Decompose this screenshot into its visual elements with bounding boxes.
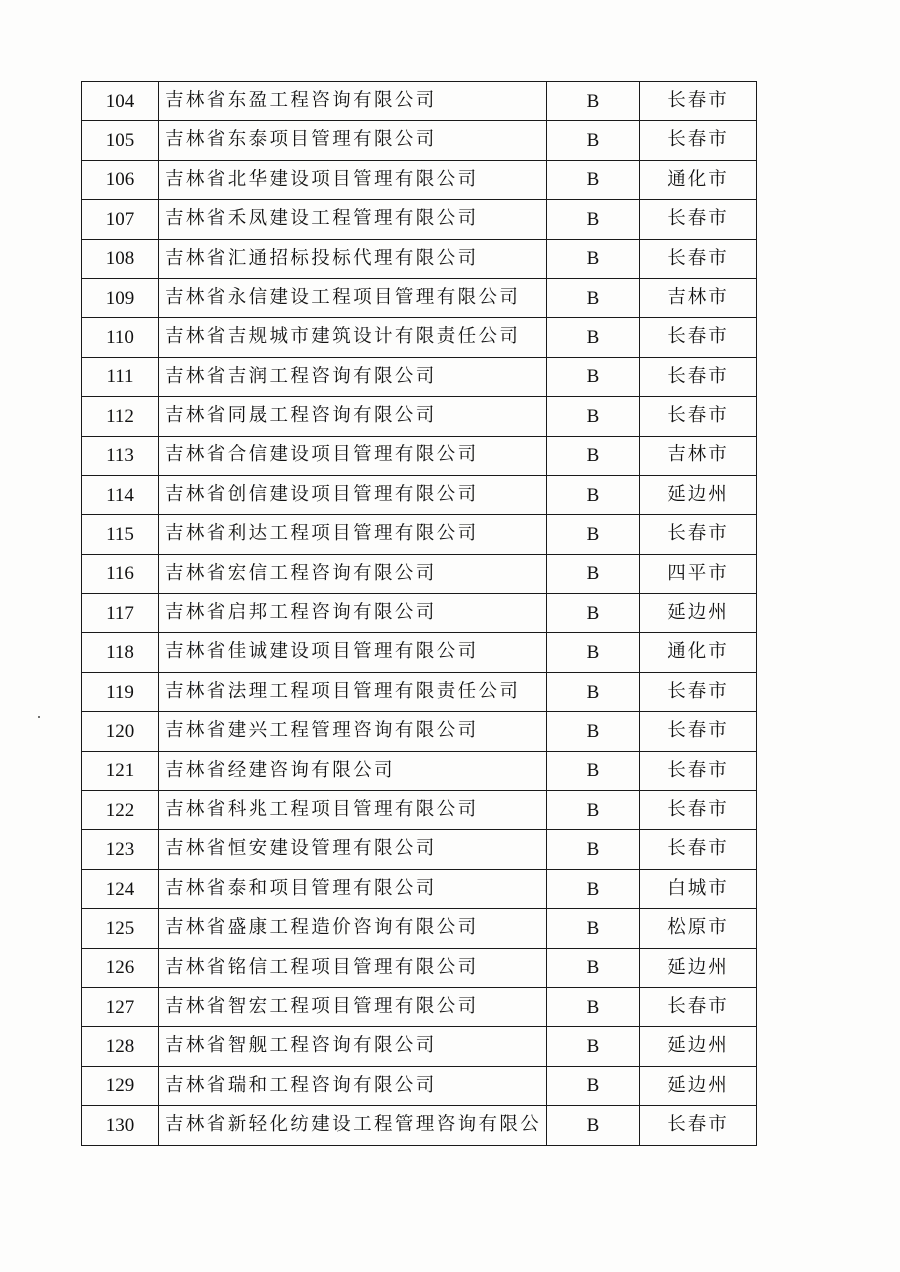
company-name: 吉林省恒安建设管理有限公司 bbox=[159, 830, 547, 869]
company-name: 吉林省科兆工程项目管理有限公司 bbox=[159, 791, 547, 830]
company-grade-table bbox=[81, 81, 757, 1146]
city-name: 长春市 bbox=[640, 121, 757, 160]
city-name: 长春市 bbox=[640, 357, 757, 396]
company-name: 吉林省利达工程项目管理有限公司 bbox=[159, 515, 547, 554]
table-row bbox=[82, 357, 757, 396]
company-name: 吉林省北华建设项目管理有限公司 bbox=[159, 160, 547, 199]
city-name: 长春市 bbox=[640, 200, 757, 239]
row-number: 105 bbox=[82, 121, 159, 160]
table-row bbox=[82, 82, 757, 121]
company-name: 吉林省禾凤建设工程管理有限公司 bbox=[159, 200, 547, 239]
row-number: 128 bbox=[82, 1027, 159, 1066]
row-number: 122 bbox=[82, 791, 159, 830]
city-name: 长春市 bbox=[640, 830, 757, 869]
table-row bbox=[82, 318, 757, 357]
city-name: 延边州 bbox=[640, 1027, 757, 1066]
grade-level: B bbox=[547, 948, 640, 987]
city-name: 延边州 bbox=[640, 594, 757, 633]
company-name: 吉林省佳诚建设项目管理有限公司 bbox=[159, 633, 547, 672]
table-row bbox=[82, 515, 757, 554]
company-name: 吉林省新轻化纺建设工程管理咨询有限公 bbox=[159, 1106, 547, 1145]
grade-level: B bbox=[547, 239, 640, 278]
company-name: 吉林省东泰项目管理有限公司 bbox=[159, 121, 547, 160]
company-name: 吉林省建兴工程管理咨询有限公司 bbox=[159, 712, 547, 751]
table-row bbox=[82, 712, 757, 751]
company-name: 吉林省永信建设工程项目管理有限公司 bbox=[159, 278, 547, 317]
table-row bbox=[82, 633, 757, 672]
row-number: 116 bbox=[82, 554, 159, 593]
row-number: 120 bbox=[82, 712, 159, 751]
city-name: 四平市 bbox=[640, 554, 757, 593]
table-row bbox=[82, 830, 757, 869]
grade-level: B bbox=[547, 357, 640, 396]
company-name: 吉林省泰和项目管理有限公司 bbox=[159, 869, 547, 908]
row-number: 130 bbox=[82, 1106, 159, 1145]
city-name: 吉林市 bbox=[640, 278, 757, 317]
table-row bbox=[82, 751, 757, 790]
company-name: 吉林省吉润工程咨询有限公司 bbox=[159, 357, 547, 396]
grade-level: B bbox=[547, 869, 640, 908]
city-name: 长春市 bbox=[640, 712, 757, 751]
city-name: 长春市 bbox=[640, 82, 757, 121]
grade-level: B bbox=[547, 121, 640, 160]
city-name: 延边州 bbox=[640, 948, 757, 987]
city-name: 长春市 bbox=[640, 987, 757, 1026]
grade-level: B bbox=[547, 397, 640, 436]
grade-level: B bbox=[547, 672, 640, 711]
table-row bbox=[82, 554, 757, 593]
row-number: 117 bbox=[82, 594, 159, 633]
grade-level: B bbox=[547, 1066, 640, 1105]
row-number: 111 bbox=[82, 357, 159, 396]
grade-level: B bbox=[547, 82, 640, 121]
grade-level: B bbox=[547, 909, 640, 948]
grade-level: B bbox=[547, 1027, 640, 1066]
table-row bbox=[82, 475, 757, 514]
table-row bbox=[82, 594, 757, 633]
row-number: 118 bbox=[82, 633, 159, 672]
table-row bbox=[82, 791, 757, 830]
grade-level: B bbox=[547, 633, 640, 672]
company-name: 吉林省同晟工程咨询有限公司 bbox=[159, 397, 547, 436]
row-number: 125 bbox=[82, 909, 159, 948]
row-number: 114 bbox=[82, 475, 159, 514]
grade-level: B bbox=[547, 712, 640, 751]
company-name: 吉林省创信建设项目管理有限公司 bbox=[159, 475, 547, 514]
row-number: 109 bbox=[82, 278, 159, 317]
city-name: 长春市 bbox=[640, 791, 757, 830]
grade-level: B bbox=[547, 554, 640, 593]
city-name: 长春市 bbox=[640, 515, 757, 554]
grade-level: B bbox=[547, 751, 640, 790]
company-name: 吉林省宏信工程咨询有限公司 bbox=[159, 554, 547, 593]
row-number: 127 bbox=[82, 987, 159, 1026]
city-name: 吉林市 bbox=[640, 436, 757, 475]
grade-level: B bbox=[547, 318, 640, 357]
city-name: 松原市 bbox=[640, 909, 757, 948]
grade-level: B bbox=[547, 160, 640, 199]
grade-level: B bbox=[547, 515, 640, 554]
company-name: 吉林省汇通招标投标代理有限公司 bbox=[159, 239, 547, 278]
row-number: 126 bbox=[82, 948, 159, 987]
grade-level: B bbox=[547, 594, 640, 633]
row-number: 121 bbox=[82, 751, 159, 790]
company-name: 吉林省智宏工程项目管理有限公司 bbox=[159, 987, 547, 1026]
table-row bbox=[82, 1066, 757, 1105]
city-name: 延边州 bbox=[640, 1066, 757, 1105]
table-row bbox=[82, 436, 757, 475]
table-row bbox=[82, 948, 757, 987]
city-name: 延边州 bbox=[640, 475, 757, 514]
table-row bbox=[82, 239, 757, 278]
table-row bbox=[82, 987, 757, 1026]
row-number: 115 bbox=[82, 515, 159, 554]
city-name: 通化市 bbox=[640, 160, 757, 199]
company-name: 吉林省智舰工程咨询有限公司 bbox=[159, 1027, 547, 1066]
row-number: 113 bbox=[82, 436, 159, 475]
city-name: 通化市 bbox=[640, 633, 757, 672]
row-number: 108 bbox=[82, 239, 159, 278]
row-number: 123 bbox=[82, 830, 159, 869]
grade-level: B bbox=[547, 1106, 640, 1145]
grade-level: B bbox=[547, 475, 640, 514]
table-row bbox=[82, 278, 757, 317]
row-number: 110 bbox=[82, 318, 159, 357]
city-name: 白城市 bbox=[640, 869, 757, 908]
scan-speck bbox=[38, 716, 40, 718]
grade-level: B bbox=[547, 791, 640, 830]
row-number: 124 bbox=[82, 869, 159, 908]
city-name: 长春市 bbox=[640, 239, 757, 278]
grade-level: B bbox=[547, 200, 640, 239]
table-row bbox=[82, 397, 757, 436]
row-number: 106 bbox=[82, 160, 159, 199]
company-name: 吉林省经建咨询有限公司 bbox=[159, 751, 547, 790]
city-name: 长春市 bbox=[640, 318, 757, 357]
company-name: 吉林省铭信工程项目管理有限公司 bbox=[159, 948, 547, 987]
row-number: 104 bbox=[82, 82, 159, 121]
table-row bbox=[82, 200, 757, 239]
table-row bbox=[82, 672, 757, 711]
company-name: 吉林省合信建设项目管理有限公司 bbox=[159, 436, 547, 475]
city-name: 长春市 bbox=[640, 397, 757, 436]
row-number: 112 bbox=[82, 397, 159, 436]
row-number: 119 bbox=[82, 672, 159, 711]
grade-level: B bbox=[547, 436, 640, 475]
company-name: 吉林省启邦工程咨询有限公司 bbox=[159, 594, 547, 633]
row-number: 107 bbox=[82, 200, 159, 239]
table-row bbox=[82, 121, 757, 160]
city-name: 长春市 bbox=[640, 672, 757, 711]
table-row bbox=[82, 909, 757, 948]
row-number: 129 bbox=[82, 1066, 159, 1105]
company-name: 吉林省盛康工程造价咨询有限公司 bbox=[159, 909, 547, 948]
city-name: 长春市 bbox=[640, 751, 757, 790]
grade-level: B bbox=[547, 830, 640, 869]
table-row bbox=[82, 1027, 757, 1066]
grade-level: B bbox=[547, 278, 640, 317]
company-name: 吉林省瑞和工程咨询有限公司 bbox=[159, 1066, 547, 1105]
table-row bbox=[82, 1106, 757, 1145]
company-name: 吉林省法理工程项目管理有限责任公司 bbox=[159, 672, 547, 711]
company-name: 吉林省吉规城市建筑设计有限责任公司 bbox=[159, 318, 547, 357]
table-row bbox=[82, 869, 757, 908]
city-name: 长春市 bbox=[640, 1106, 757, 1145]
table-row bbox=[82, 160, 757, 199]
company-name: 吉林省东盈工程咨询有限公司 bbox=[159, 82, 547, 121]
table-body bbox=[82, 82, 757, 1146]
grade-level: B bbox=[547, 987, 640, 1026]
